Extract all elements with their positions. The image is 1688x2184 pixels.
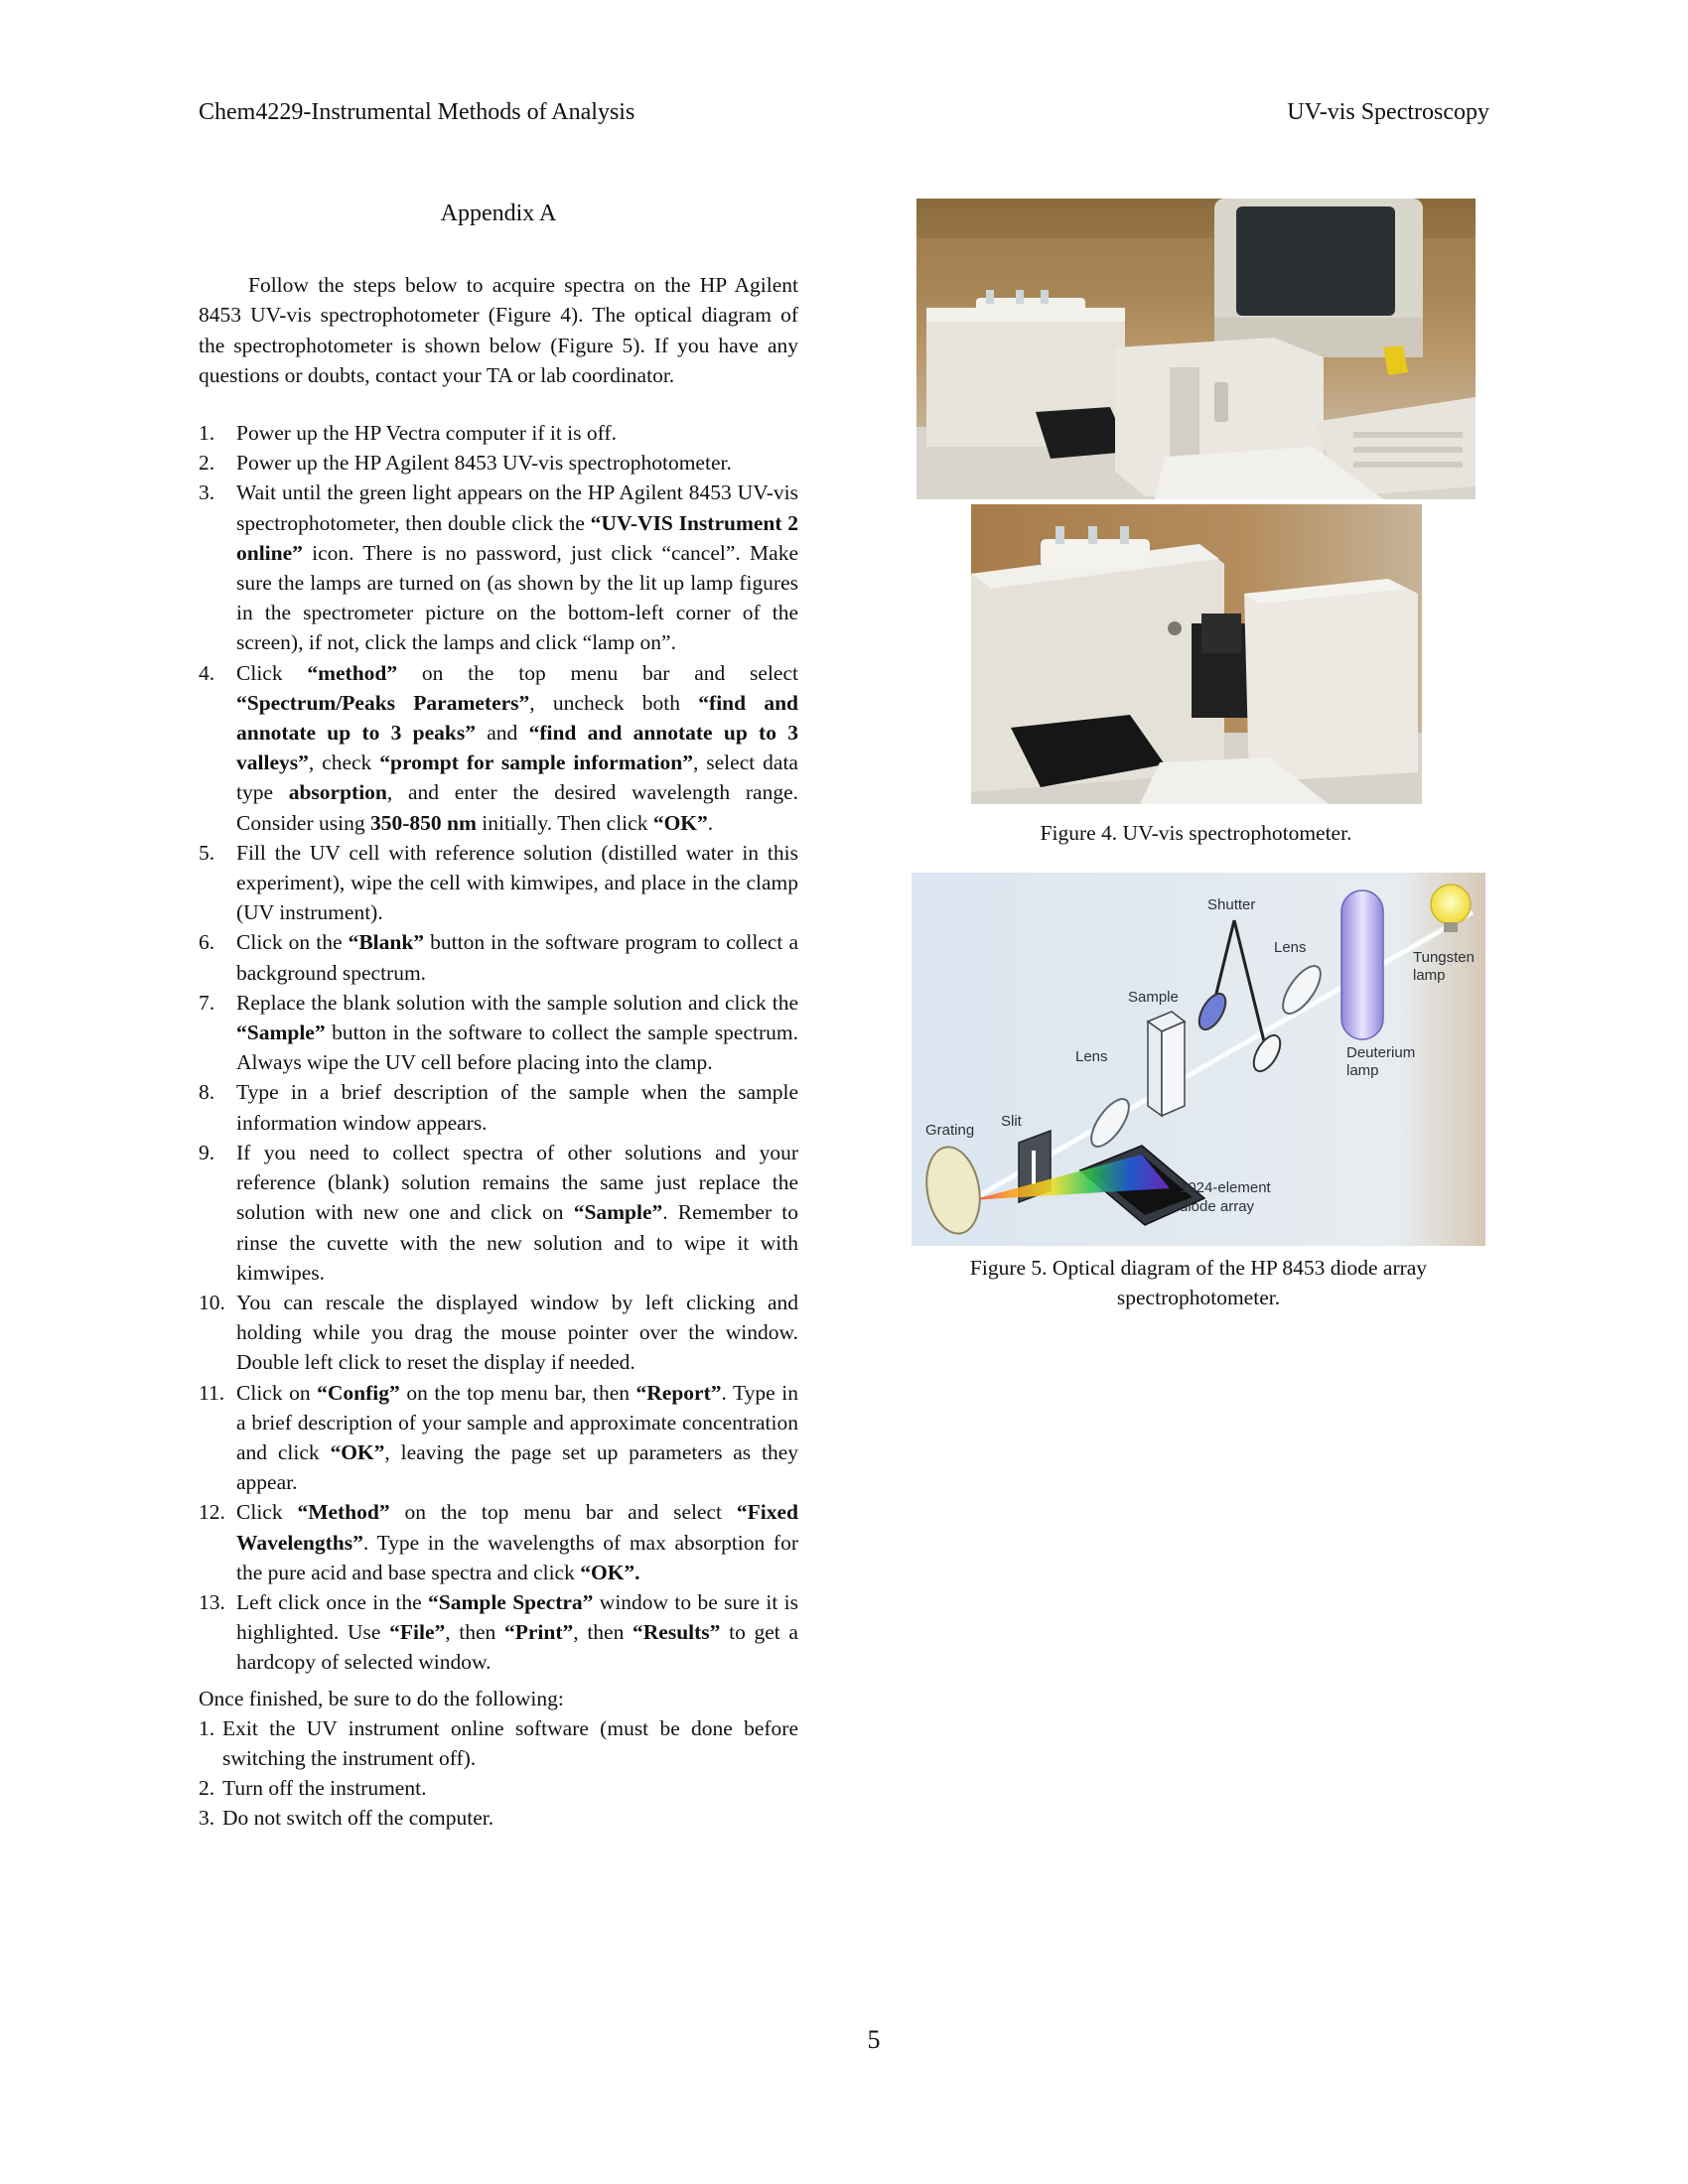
step-emphasis-text: “OK”. xyxy=(580,1560,640,1584)
label-shutter: Shutter xyxy=(1207,896,1256,913)
label-grating: Grating xyxy=(925,1122,975,1139)
step-text: . Type in the wavelengths of max absorption for the pure acid and base spectra and click xyxy=(236,1530,798,1584)
step-number: 10. xyxy=(199,1290,225,1314)
step-text: initially. Then click xyxy=(476,810,653,835)
step-text: on the top menu bar and select xyxy=(389,1500,737,1525)
finish-step-number: 1. xyxy=(199,1715,215,1740)
finish-title: Once finished, be sure to do the following: xyxy=(199,1686,564,1710)
step-emphasis-text: “find and annotate up to 3 peaks” xyxy=(236,690,798,746)
step-number: 9. xyxy=(199,1140,215,1164)
step-text: , then xyxy=(573,1620,633,1645)
step-emphasis-text: “find and annotate up to 3 valleys” xyxy=(236,721,798,775)
finish-step-text: Do not switch off the computer. xyxy=(222,1806,494,1831)
finish-step-number: 3. xyxy=(199,1806,215,1831)
step-emphasis-text: absorption xyxy=(288,780,387,805)
label-tungsten-1: Tungsten xyxy=(1413,949,1475,966)
step-number: 6. xyxy=(199,930,215,955)
step-text: on the top menu bar, then xyxy=(399,1380,636,1405)
step-text: button in the software program to collect a background spectrum. xyxy=(236,930,798,985)
label-tungsten-2: lamp xyxy=(1413,967,1446,984)
step-emphasis-text: “OK” xyxy=(330,1439,385,1464)
optical-diagram xyxy=(912,873,1485,1246)
procedure-step xyxy=(199,838,798,928)
finish-steps-list xyxy=(199,1713,798,1834)
procedure-steps-list xyxy=(199,418,798,1678)
step-emphasis-text: “Results” xyxy=(633,1620,721,1645)
step-number: 13. xyxy=(199,1589,225,1614)
procedure-step xyxy=(199,988,798,1078)
step-text: Click xyxy=(236,1500,298,1525)
step-text: window to be sure it is highlighted. Use xyxy=(236,1589,799,1645)
step-text: You can rescale the displayed window by left clicking and holding while you drag the mouse pointer over the window. Double left click to reset the display if needed. xyxy=(236,1290,798,1375)
procedure-step xyxy=(199,1288,798,1378)
procedure-step xyxy=(199,1378,798,1498)
finish-step xyxy=(199,1773,798,1803)
step-emphasis-text: “Config” xyxy=(317,1380,400,1405)
finish-step xyxy=(199,1803,798,1833)
step-text: Replace the blank solution with the sample solution and click the xyxy=(236,990,798,1015)
step-text: Click on the xyxy=(236,930,349,955)
step-text: , check xyxy=(308,751,380,775)
step-text: and xyxy=(476,721,529,746)
step-emphasis-text: 350-850 nm xyxy=(369,810,477,835)
step-text: If you need to collect spectra of other solutions and your reference (blank) solution remains the same just replace the solution with new one and click on xyxy=(236,1140,798,1225)
procedure-step xyxy=(199,927,798,987)
step-text: Fill the UV cell with reference solution (distilled water in this experiment), wipe the cell with kimwipes, and place in the clamp (UV instrument). xyxy=(236,840,798,925)
step-text: , uncheck both xyxy=(529,690,699,715)
procedure-step xyxy=(199,448,798,478)
figure-5-caption: Figure 5. Optical diagram of the HP 8453 diode array spectrophotometer. xyxy=(969,1256,1428,1309)
intro-paragraph: Follow the steps below to acquire spectra on the HP Agilent 8453 UV-vis spectrophotometer (Figure 4). The optical diagram of the spectrophotometer is shown below (Figure 5). If you have any questions or doubts, contact your TA or lab coordinator. xyxy=(199,273,798,387)
spectrophotometer-photo-1 xyxy=(916,199,1476,499)
step-emphasis-text: “Sample” xyxy=(573,1200,663,1225)
step-emphasis-text: “Fixed Wavelengths” xyxy=(236,1500,798,1555)
step-emphasis-text: “UV-VIS Instrument 2 online” xyxy=(236,510,798,565)
step-text: . xyxy=(707,810,714,835)
procedure-step xyxy=(199,658,798,838)
procedure-step xyxy=(199,1587,798,1678)
step-text: Click xyxy=(236,660,308,685)
label-lens-mid: Lens xyxy=(1075,1048,1108,1065)
step-text: button in the software to collect the sample spectrum. Always wipe the UV cell before placing into the clamp. xyxy=(236,1021,798,1075)
deuterium-lamp-icon xyxy=(1341,890,1383,1039)
label-sample: Sample xyxy=(1128,989,1179,1006)
step-emphasis-text: “OK” xyxy=(652,810,708,835)
procedure-step xyxy=(199,1138,798,1288)
finish-step xyxy=(199,1713,798,1773)
procedure-step xyxy=(199,1077,798,1137)
step-text: icon. There is no password, just click “cancel”. Make sure the lamps are turned on (as shown by the lit up lamp figures in the spectrometer picture on the bottom-left corner of the screen), if not, click the lamps and click “lamp on”. xyxy=(236,540,798,655)
label-deuterium-2: lamp xyxy=(1346,1062,1379,1079)
step-emphasis-text: “Sample Spectra” xyxy=(428,1589,594,1614)
step-text: , and enter the desired wavelength range. Consider using xyxy=(236,780,798,835)
tungsten-lamp-icon xyxy=(1431,885,1471,924)
finish-step-text: Exit the UV instrument online software (must be done before switching the instrument off). xyxy=(222,1715,798,1770)
step-text: Type in a brief description of the sample when the sample information window appears. xyxy=(236,1080,798,1135)
sample-cuvette-icon xyxy=(1148,1012,1185,1116)
step-emphasis-text: “Print” xyxy=(503,1620,574,1645)
step-text: Wait until the green light appears on the HP Agilent 8453 UV-vis spectrophotometer, then double click the xyxy=(236,480,798,535)
running-header-topic: UV-vis Spectroscopy xyxy=(1287,99,1489,125)
step-number: 3. xyxy=(199,480,215,505)
step-text: to get a hardcopy of selected window. xyxy=(236,1620,798,1675)
step-emphasis-text: “File” xyxy=(389,1620,446,1645)
step-emphasis-text: “method” xyxy=(307,660,398,685)
label-array-2: diode array xyxy=(1180,1198,1255,1215)
step-number: 12. xyxy=(199,1500,225,1525)
procedure-step xyxy=(199,1497,798,1587)
step-emphasis-text: “Sample” xyxy=(236,1021,326,1045)
step-text: , leaving the page set up parameters as they appear. xyxy=(236,1439,799,1495)
step-number: 5. xyxy=(199,840,215,865)
step-number: 2. xyxy=(199,451,215,476)
procedure-step xyxy=(199,418,798,448)
step-emphasis-text: “Report” xyxy=(635,1380,722,1405)
running-header-course: Chem4229-Instrumental Methods of Analysis xyxy=(199,99,635,125)
procedure-step xyxy=(199,478,798,657)
step-number: 7. xyxy=(199,990,215,1015)
step-text: Power up the HP Vectra computer if it is off. xyxy=(236,421,617,446)
step-text: on the top menu bar and select xyxy=(397,660,798,685)
step-number: 8. xyxy=(199,1080,215,1105)
step-emphasis-text: “Blank” xyxy=(348,930,425,955)
spectrophotometer-photo-2 xyxy=(971,504,1422,804)
left-column xyxy=(199,199,798,1834)
step-emphasis-text: “prompt for sample information” xyxy=(379,751,693,775)
label-lens-top: Lens xyxy=(1274,939,1307,956)
step-number: 4. xyxy=(199,660,215,685)
finish-step-text: Turn off the instrument. xyxy=(222,1776,427,1801)
step-number: 1. xyxy=(199,421,215,446)
step-number: 11. xyxy=(199,1380,225,1405)
figure-4-caption: Figure 4. UV-vis spectrophotometer. xyxy=(1040,821,1352,845)
step-text: Left click once in the xyxy=(236,1589,428,1614)
step-text: , then xyxy=(445,1620,504,1645)
step-text: Power up the HP Agilent 8453 UV-vis spectrophotometer. xyxy=(236,451,732,476)
label-deuterium-1: Deuterium xyxy=(1346,1044,1416,1061)
step-text: Click on xyxy=(236,1380,318,1405)
label-slit: Slit xyxy=(1001,1113,1022,1130)
step-emphasis-text: “Spectrum/Peaks Parameters” xyxy=(236,690,530,715)
step-emphasis-text: “Method” xyxy=(297,1500,390,1525)
step-text: . Remember to rinse the cuvette with the new solution and to wipe it with kimwipes. xyxy=(236,1200,798,1285)
step-text: . Type in a brief description of your sample and approximate concentration and click xyxy=(236,1380,798,1464)
finish-step-number: 2. xyxy=(199,1776,215,1801)
page-number: 5 xyxy=(867,2025,881,2054)
step-text: , select data type xyxy=(236,751,798,805)
appendix-title: Appendix A xyxy=(440,201,557,226)
label-array-1: 1024-element xyxy=(1180,1179,1271,1196)
